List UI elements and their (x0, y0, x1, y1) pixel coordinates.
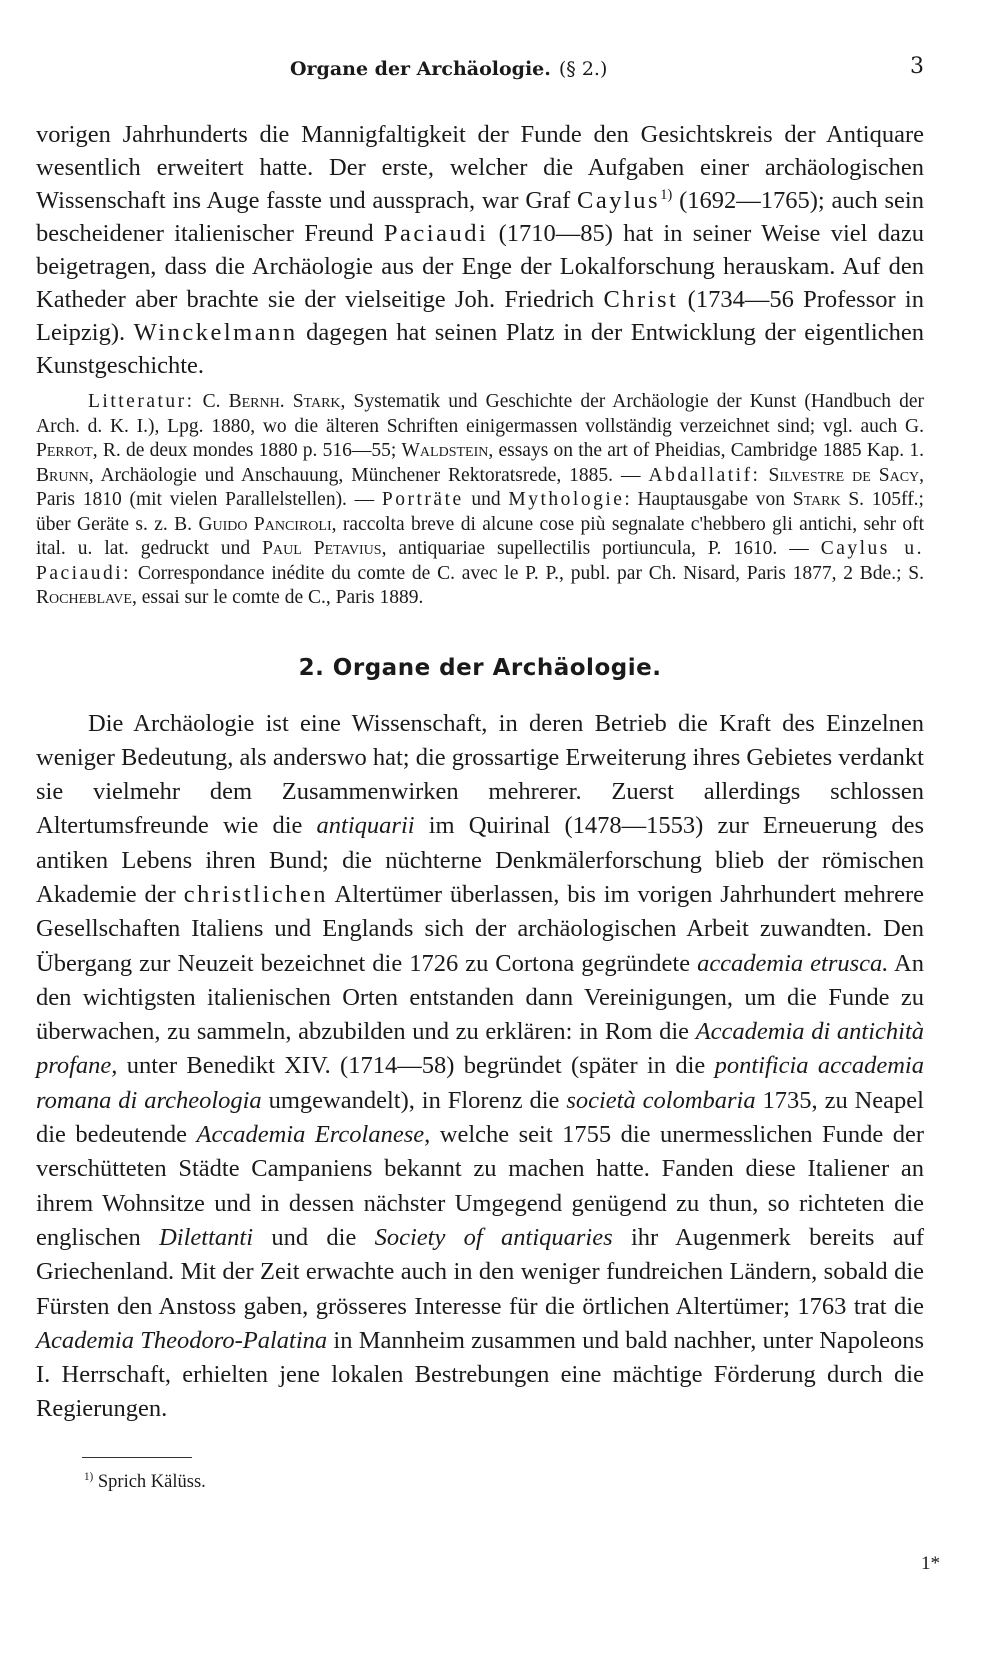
author-stark: Bernh. Stark (228, 391, 341, 412)
term-christlichen: christlichen (183, 880, 329, 908)
literature-text: , Systematik und Geschichte der Archäologie der Kunst (Handbuch der Arch. d. K. I.), Lpg. 1880, wo die älteren Schriften einigermassen vollständig verzeichnet sind; vgl. auch G. (36, 391, 924, 437)
term-accademia-ercolanese: Accademia Ercolanese, (196, 1121, 431, 1149)
footnote (84, 1470, 924, 1494)
author-brunn: Brunn (36, 464, 89, 486)
main-text: im Quirinal (1478—1553) zur Erneuerung des antiken Lebens ihren Bund; die nüchterne Denkmälerforschung blieb der römischen Akademie der (36, 812, 924, 908)
section-heading: 2. Organe der Archäologie. (298, 654, 662, 681)
main-text: welche seit 1755 die unermesslichen Funde der verschütteten Städte Campaniens bekannt zu machen hatte. Fanden diese Italiener an ihrem Wohnsitze und in dessen nächster Umgegend genügend zu thun, so richteten die englischen (36, 1121, 924, 1251)
author-stark: Stark (792, 489, 841, 510)
literature-text: , antiquariae supellectilis portiuncula, P. 1610. — (381, 538, 821, 559)
literature-text: , Paris 1810 (mit vielen Parallelstellen). — (36, 464, 925, 510)
term-academia-palatina: Academia Theodoro-Palatina (36, 1326, 328, 1354)
literature-paragraph (36, 390, 924, 611)
topic-portraete: Porträte (381, 489, 464, 510)
book-page (36, 52, 924, 1494)
literature-text: , R. de deux mondes 1880 p. 516—55; (92, 440, 402, 461)
name-paciaudi: Paciaudi (383, 220, 489, 247)
literature-text: Correspondance inédite du comte de C. avec le P. P., publ. par Ch. Nisard, Paris 1877, 2 Bde.; S. (131, 562, 924, 584)
literature-text: , raccolta breve di alcune cose più segnalate c'hebbero gli antichi, sehr oft ital. u. lat. gedruckt und (36, 513, 925, 559)
main-text: An den wichtigsten italienischen Orten entstanden dann Vereinigungen, um die Funde zu überwachen, zu sammeln, abzubilden und zu erklären: in Rom die (36, 949, 924, 1046)
term-society-of-antiquaries: Society of antiquaries (374, 1223, 613, 1251)
author-petavius: Paul Petavius (262, 538, 382, 559)
literature-text: , essays on the art of Pheidias, Cambridge 1885 Kap. 1. (488, 440, 924, 461)
main-text: ihr Augenmerk bereits auf Griechenland. Mit der Zeit erwachte auch in den weniger fundreichen Ländern, sobald die Fürsten den Anstoss gaben, grösseres Interesse für die örtlichen Altertümer; 1763 trat die (36, 1223, 924, 1320)
term-pontificia-accademia: pontificia accademia romana di archeologia (36, 1052, 924, 1114)
name-winckelmann: Winckelmann (133, 319, 298, 346)
literature-text: S. 105ff.; über Geräte s. z. B. (36, 489, 924, 535)
main-text: umgewandelt), in Florenz die (261, 1086, 567, 1114)
page-number: 3 (910, 54, 924, 79)
topic-abdallatif: Abdallatif: (648, 464, 761, 486)
term-societa-colombaria: società colombaria (566, 1086, 756, 1114)
intro-text: vorigen Jahrhunderts die Mannigfaltigkeit der Funde den Gesichtskreis der Antiquare wesentlich erweitert hatte. Der erste, welcher die Aufgaben einer archäologischen Wissenschaft ins Auge fasste und aussprach, war Graf (36, 121, 924, 214)
main-text: Altertümer überlassen, bis im vorigen Jahrhundert mehrere Gesellschaften Italiens und Englands sich der archäologischen Arbeit zuwandten. Den Übergang zur Neuzeit bezeichnet die 1726 zu Cortona gegründete (36, 880, 924, 977)
author-silvestre-de-sacy: Silvestre de Sacy (768, 464, 920, 486)
intro-text: (1692—1765); auch sein bescheidener italienischer Freund (36, 187, 924, 247)
term-accademia-profane: Accademia di antichità profane, (36, 1018, 924, 1080)
running-head (36, 52, 924, 92)
main-text: Die Archäologie ist eine Wissenschaft, in deren Betrieb die Kraft des Einzelnen weniger Bedeutung, als anderswo hat; die grossartige Erweiterung ihres Gebietes verdankt sie vielmehr dem Zusammenwirken mehrerer. Zuerst allerdings schlossen Altertumsfreunde wie die (36, 709, 924, 840)
author-panciroli: Guido Panciroli (198, 513, 332, 535)
intro-text: (1734—56 Professor in Leipzig). (36, 286, 924, 346)
literature-text: und (463, 489, 509, 510)
intro-text: (1710—85) hat in seiner Weise viel dazu beigetragen, dass die Archäologie aus der Enge der Lokalforschung herauskam. Auf den Katheder aber brachte sie der vielseitige Joh. Friedrich (36, 220, 924, 313)
footnote-rule (82, 1457, 192, 1458)
running-section-ref: (§ 2.) (558, 58, 608, 80)
literature-text: : Hauptausgabe von (624, 489, 793, 510)
literature-label: Litteratur: (88, 391, 195, 412)
author-waldstein: Waldstein (401, 440, 489, 461)
term-accademia-etrusca: accademia etrusca. (697, 949, 889, 977)
signature-mark: 1* (921, 1553, 940, 1574)
name-christ: Christ (603, 286, 679, 313)
author-perrot: Perrot (36, 440, 93, 461)
main-text: unter Benedikt XIV. (1714—58) begründet (später in die (117, 1052, 715, 1080)
literature-text: , Archäologie und Anschauung, Münchener Rektoratsrede, 1885. — (88, 464, 649, 486)
footnote-mark: 1) (84, 1470, 94, 1483)
term-dilettanti: Dilettanti (159, 1223, 254, 1251)
intro-text: dagegen hat seinen Platz in der Entwicklung der eigentlichen Kunstgeschichte. (36, 319, 924, 379)
name-caylus: Caylus (577, 187, 661, 214)
main-text: 1735, zu Neapel die bedeutende (36, 1086, 924, 1149)
literature-text: C. (194, 391, 229, 412)
main-paragraph (36, 707, 924, 1427)
topic-mythologie: Mythologie (508, 489, 625, 510)
running-title-text: Organe der Archäologie. (290, 58, 551, 80)
footnote-text: Sprich Kälüss. (93, 1471, 206, 1492)
main-text: in Mannheim zusammen und bald nachher, unter Napoleons I. Herrschaft, erhielten jene lokalen Bestrebungen eine mächtige Förderung durch die Regierungen. (36, 1326, 924, 1423)
intro-paragraph (36, 118, 924, 382)
running-title (290, 58, 607, 80)
literature-text: , essai sur le comte de C., Paris 1889. (131, 587, 424, 608)
author-rocheblave: Rocheblave (36, 587, 132, 608)
main-text: und die (253, 1223, 375, 1251)
footnote-reference: 1) (660, 186, 673, 203)
term-antiquarii: antiquarii (316, 812, 415, 840)
topic-caylus-paciaudi: Caylus u. Paciaudi: (36, 538, 924, 584)
